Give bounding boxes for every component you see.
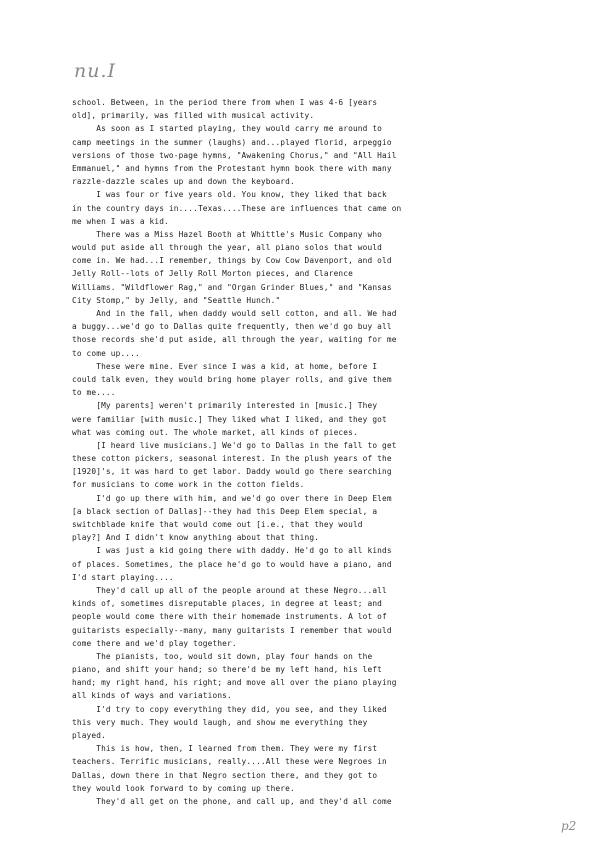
text-line: The pianists, too, would sit down, play four hands on the xyxy=(72,651,373,661)
text-line: played. xyxy=(72,731,106,740)
text-line: versions of those two-page hymns, "Awakening Chorus," and "All Hail xyxy=(72,150,397,160)
text-line: were familiar [with music.] They liked what I liked, and they got xyxy=(72,414,387,424)
text-line: As soon as I started playing, they would carry me around to xyxy=(72,124,383,134)
text-line: piano, and shift your hand; so there'd be my left hand, his left xyxy=(72,665,383,675)
text-line: old], primarily, was filled with musical activity. xyxy=(72,111,315,121)
handwritten-page-number: p2 xyxy=(561,819,577,833)
text-line: to come up.... xyxy=(72,348,140,358)
text-line: those records she'd put aside, all through the year, waiting for me xyxy=(72,335,397,345)
text-line: Williams. "Wildflower Rag," and "Organ Grinder Blues," and "Kansas xyxy=(72,282,392,292)
text-line: to me.... xyxy=(72,388,116,398)
text-line: school. Between, in the period there from when I was 4-6 [years xyxy=(72,98,378,107)
transcript-body xyxy=(72,96,569,808)
text-line: would put aside all through the year, all piano solos that would xyxy=(72,243,383,253)
text-line: I'd go up there with him, and we'd go over there in Deep Elem xyxy=(72,493,392,503)
text-line: hand; my right hand, his right; and move all over the piano playing xyxy=(72,678,397,688)
text-line: switchblade knife that would come out [i.e., that they would xyxy=(72,520,363,529)
text-line: camp meetings in the summer (laughs) and...played florid, arpeggio xyxy=(72,137,392,147)
text-line: [a black section of Dallas]--they had this Deep Elem special, a xyxy=(72,506,378,516)
text-line: all kinds of ways and variations. xyxy=(72,691,232,701)
text-line: come in. We had...I remember, things by Cow Cow Davenport, and old xyxy=(72,256,392,266)
text-line: for musicians to come work in the cotton fields. xyxy=(72,480,305,490)
text-line: They'd all get on the phone, and call up, and they'd all come xyxy=(72,796,392,806)
text-line: of places. Sometimes, the place he'd go to would have a piano, and xyxy=(72,559,392,569)
text-line: And in the fall, when daddy would sell cotton, and all. We had xyxy=(72,309,397,318)
text-line: guitarists especially--many, many guitarists I remember that would xyxy=(72,625,392,635)
text-line: these cotton pickers, seasonal interest. In the plush years of the xyxy=(72,454,392,464)
text-line: could talk even, they would bring home player rolls, and give them xyxy=(72,374,392,384)
text-line: [I heard live musicians.] We'd go to Dallas in the fall to get xyxy=(72,440,397,450)
text-line: They'd call up all of the people around at these Negro...all xyxy=(72,585,387,595)
text-line: Jelly Roll--lots of Jelly Roll Morton pieces, and Clarence xyxy=(72,269,353,279)
text-line: [1920]'s, it was hard to get labor. Daddy would go there searching xyxy=(72,467,392,477)
text-line: what was coming out. The whole market, all kinds of pieces. xyxy=(72,427,358,437)
handwritten-page-label: nu.I xyxy=(74,60,117,82)
text-line: I'd start playing.... xyxy=(72,572,174,582)
text-line: in the country days in....Texas....These are influences that came on xyxy=(72,203,402,213)
text-line: this very much. They would laugh, and show me everything they xyxy=(72,717,368,727)
text-line: they would look forward to by coming up there. xyxy=(72,783,295,793)
text-line: people would come there with their homemade instruments. A lot of xyxy=(72,612,387,622)
text-line: I was just a kid going there with daddy. He'd go to all kinds xyxy=(72,546,392,556)
text-line: a buggy...we'd go to Dallas quite frequently, then we'd go buy all xyxy=(72,322,392,332)
text-line: This is how, then, I learned from them. They were my first xyxy=(72,744,378,754)
text-line: I'd try to copy everything they did, you see, and they liked xyxy=(72,704,387,714)
text-line: teachers. Terrific musicians, really....All these were Negroes in xyxy=(72,757,387,767)
text-line: [My parents] weren't primarily interested in [music.] They xyxy=(72,401,378,411)
text-line: Emmanuel," and hymns from the Protestant hymn book there with many xyxy=(72,163,392,173)
text-line: There was a Miss Hazel Booth at Whittle's Music Company who xyxy=(72,229,383,239)
text-line: These were mine. Ever since I was a kid, at home, before I xyxy=(72,361,378,371)
text-line: I was four or five years old. You know, they liked that back xyxy=(72,190,387,200)
text-line: play?] And I didn't know anything about that thing. xyxy=(72,533,320,543)
text-line: City Stomp," by Jelly, and "Seattle Hunch." xyxy=(72,295,281,305)
text-line: come there and we'd play together. xyxy=(72,638,237,648)
text-line: razzle-dazzle scales up and down the keyboard. xyxy=(72,177,295,187)
text-line: kinds of, sometimes disreputable places, in degree at least; and xyxy=(72,599,383,609)
text-line: me when I was a kid. xyxy=(72,216,169,226)
text-line: Dallas, down there in that Negro section there, and they got to xyxy=(72,770,378,780)
